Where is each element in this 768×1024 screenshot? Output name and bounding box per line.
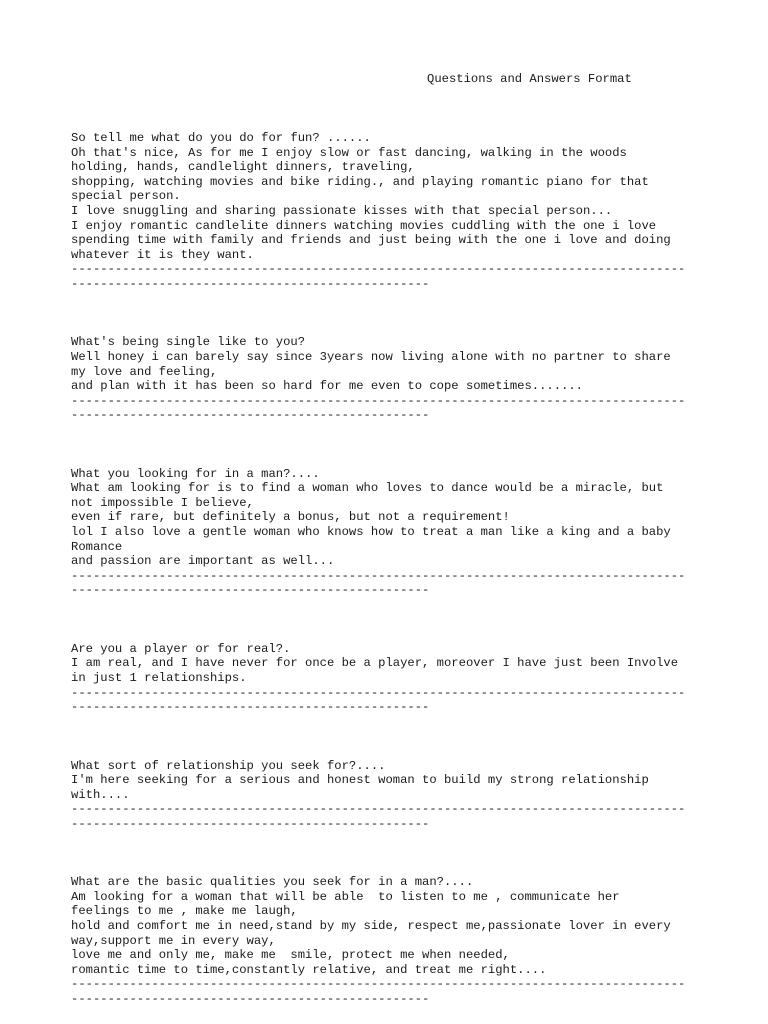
divider-line: ------------------------------------------------------------------------------------ <box>71 393 686 408</box>
blank-line <box>71 861 711 876</box>
qa-section <box>71 875 711 1006</box>
answer-line: special person. <box>71 189 181 204</box>
answer-line: love me and only me, make me smile, protect me when needed, <box>71 948 510 963</box>
qa-section <box>71 642 711 715</box>
answer-line: spending time with family and friends and just being with the one i love and doing <box>71 233 671 248</box>
divider-line: ------------------------------------------------- <box>71 992 430 1007</box>
divider-line: ------------------------------------------------------------------------------------ <box>71 262 686 277</box>
divider-line: ------------------------------------------------------------------------------------ <box>71 568 686 583</box>
answer-line: Oh that's nice, As for me I enjoy slow or fast dancing, walking in the woods <box>71 145 627 160</box>
answer-line: holding, hands, candlelight dinners, traveling, <box>71 160 415 175</box>
answer-line: Romance <box>71 539 123 554</box>
question-line: So tell me what do you do for fun? ...... <box>71 131 371 145</box>
answer-line: my love and feeling, <box>71 364 218 379</box>
section-gap <box>71 423 711 452</box>
question-line: What's being single like to you? <box>71 335 306 350</box>
divider-line: ------------------------------------------------------------------------------------ <box>71 802 686 817</box>
divider-line: ------------------------------------------------------------------------------------ <box>71 685 686 700</box>
document-title: Questions and Answers Format <box>427 72 632 86</box>
divider-line: ------------------------------------------------- <box>71 583 430 598</box>
blank-line <box>71 744 711 759</box>
divider-line: ------------------------------------------------- <box>71 276 430 291</box>
answer-line: in just 1 relationships. <box>71 670 247 685</box>
answer-line: even if rare, but definitely a bonus, but not a requirement! <box>71 510 510 525</box>
question-line: What you looking for in a man?.... <box>71 466 320 481</box>
blank-line <box>71 321 711 336</box>
section-gap <box>71 715 711 744</box>
answer-line: with.... <box>71 787 130 802</box>
divider-line: ------------------------------------------------- <box>71 700 430 715</box>
qa-section <box>71 131 711 292</box>
section-gap <box>71 832 711 861</box>
qa-section <box>71 335 711 423</box>
answer-line: shopping, watching movies and bike riding., and playing romantic piano for that <box>71 174 649 189</box>
answer-line: and plan with it has been so hard for me even to cope sometimes....... <box>71 379 583 394</box>
answer-line: Well honey i can barely say since 3years now living alone with no partner to share <box>71 349 671 364</box>
answer-line: feelings to me , make me laugh, <box>71 904 298 919</box>
answer-line: I love snuggling and sharing passionate kisses with that special person... <box>71 203 613 218</box>
answer-line: What am looking for is to find a woman who loves to dance would be a miracle, but <box>71 481 664 496</box>
question-line: What are the basic qualities you seek for in a man?.... <box>71 875 474 890</box>
answer-line: romantic time to time,constantly relative, and treat me right.... <box>71 962 547 977</box>
divider-line: ------------------------------------------------- <box>71 816 430 831</box>
answer-line: hold and comfort me in need,stand by my side, respect me,passionate lover in every <box>71 919 671 934</box>
answer-line: lol I also love a gentle woman who knows how to treat a man like a king and a baby <box>71 525 671 540</box>
blank-line <box>71 627 711 642</box>
qa-section <box>71 759 711 832</box>
question-line: Are you a player or for real?. <box>71 641 291 656</box>
section-gap <box>71 292 711 321</box>
blank-line <box>71 452 711 467</box>
answer-line: I am real, and I have never for once be a player, moreover I have just been Involve <box>71 656 679 671</box>
answer-line: whatever it is they want. <box>71 247 254 262</box>
section-gap <box>71 598 711 627</box>
answer-line: I'm here seeking for a serious and honest woman to build my strong relationship <box>71 773 649 788</box>
question-line: What sort of relationship you seek for?.... <box>71 758 386 773</box>
divider-line: ------------------------------------------------------------------------------------ <box>71 977 686 992</box>
qa-section <box>71 467 711 598</box>
answer-line: and passion are important as well... <box>71 554 335 569</box>
answer-line: I enjoy romantic candlelite dinners watching movies cuddling with the one i love <box>71 218 657 233</box>
answer-line: way,support me in every way, <box>71 933 276 948</box>
qa-body <box>71 131 711 1007</box>
divider-line: ------------------------------------------------- <box>71 408 430 423</box>
answer-line: not impossible I believe, <box>71 495 254 510</box>
answer-line: Am looking for a woman that will be able to listen to me , communicate her <box>71 889 620 904</box>
